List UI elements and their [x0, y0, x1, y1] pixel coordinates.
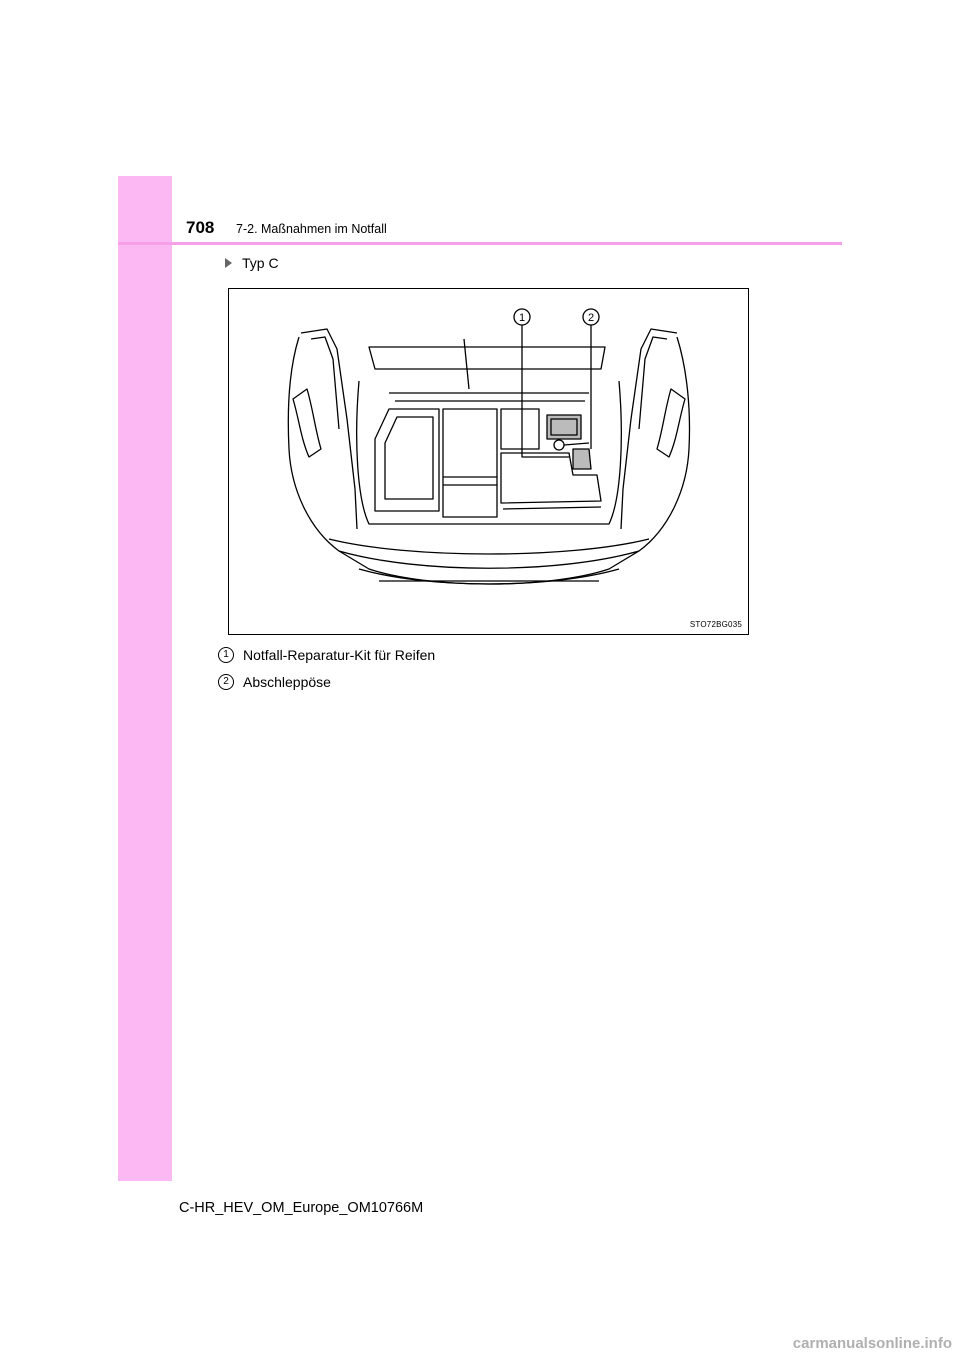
triangle-bullet-icon — [225, 258, 232, 268]
figure-callout-2: 2 — [587, 312, 595, 324]
legend-text-2: Abschleppöse — [243, 674, 331, 690]
legend-item-2 — [218, 673, 331, 691]
legend-item-1 — [218, 646, 435, 664]
figure-code: STO72BG035 — [689, 620, 742, 629]
section-title: 7-2. Maßnahmen im Notfall — [236, 222, 387, 236]
watermark: carmanualsonline.info — [792, 1335, 952, 1352]
legend-number-1: 1 — [218, 647, 234, 663]
variant-heading — [225, 255, 279, 271]
document-id: C-HR_HEV_OM_Europe_OM10766M — [179, 1200, 424, 1216]
cargo-area-illustration — [228, 288, 749, 635]
page-number: 708 — [186, 218, 215, 237]
variant-label: Typ C — [242, 255, 279, 271]
header-divider — [118, 242, 842, 245]
chapter-sidebar-tab — [118, 176, 172, 1181]
legend-text-1: Notfall-Reparatur-Kit für Reifen — [243, 647, 436, 663]
legend-number-2: 2 — [218, 674, 234, 690]
figure-callout-1: 1 — [518, 312, 526, 324]
car-trunk-drawing — [229, 289, 750, 636]
